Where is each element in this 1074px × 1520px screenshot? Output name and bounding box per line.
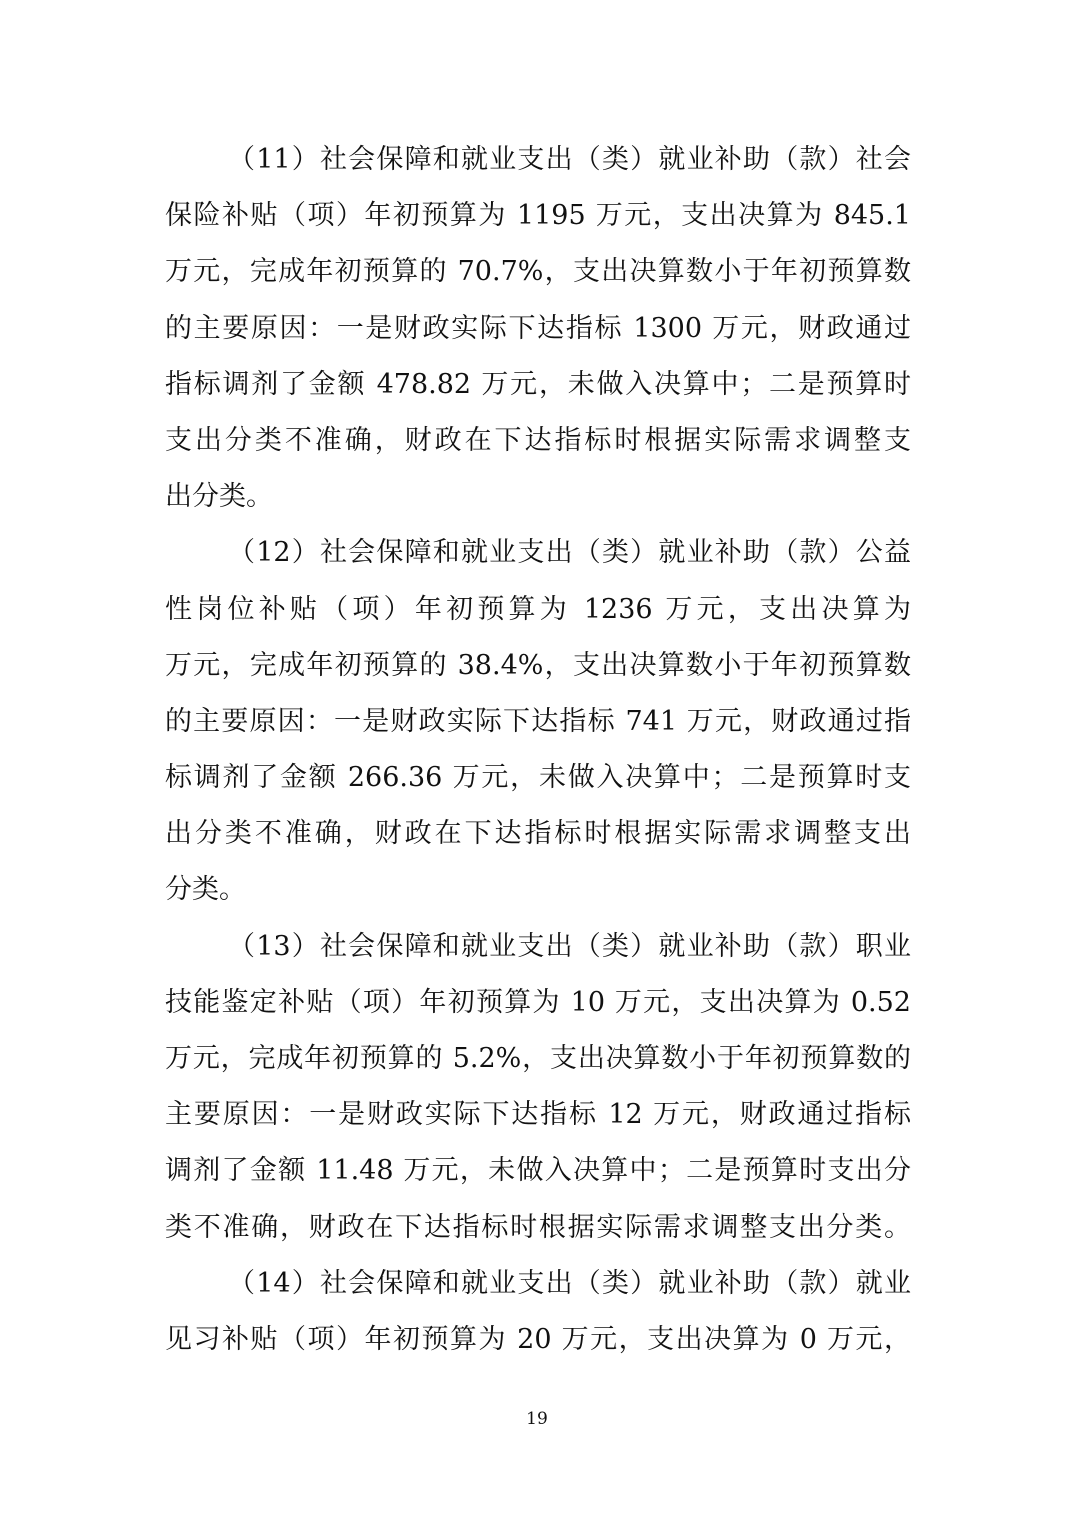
page-number: 19 xyxy=(526,1409,548,1429)
paragraph-line: 技能鉴定补贴（项）年初预算为 10 万元，支出决算为 0.52 xyxy=(165,986,911,1018)
paragraph-11 xyxy=(165,132,911,525)
paragraph-line: （12）社会保障和就业支出（类）就业补助（款）公益 xyxy=(228,537,911,569)
paragraph-line: 见习补贴（项）年初预算为 20 万元，支出决算为 0 万元， xyxy=(165,1323,911,1355)
paragraph-line: 类不准确，财政在下达指标时根据实际需求调整支出分类。 xyxy=(165,1211,911,1243)
paragraph-line: 标调剂了金额 266.36 万元，未做入决算中；二是预算时支 xyxy=(165,762,911,794)
body-text xyxy=(165,132,911,1368)
paragraph-line: 主要原因：一是财政实际下达指标 12 万元，财政通过指标 xyxy=(165,1099,911,1131)
paragraph-line: 出分类。 xyxy=(165,481,273,513)
paragraph-line: 的主要原因：一是财政实际下达指标 1300 万元，财政通过 xyxy=(165,312,911,344)
paragraph-12 xyxy=(165,525,911,918)
paragraph-13 xyxy=(165,919,911,1256)
paragraph-line: 保险补贴（项）年初预算为 1195 万元，支出决算为 845.1 xyxy=(165,200,911,232)
paragraph-line: 指标调剂了金额 478.82 万元，未做入决算中；二是预算时 xyxy=(165,368,911,400)
paragraph-line: 万元，完成年初预算的 5.2%，支出决算数小于年初预算数的 xyxy=(165,1043,911,1074)
paragraph-line: 万元，完成年初预算的 70.7%，支出决算数小于年初预算数 xyxy=(165,256,911,288)
paragraph-line: （11）社会保障和就业支出（类）就业补助（款）社会 xyxy=(228,144,911,175)
paragraph-line: 支出分类不准确，财政在下达指标时根据实际需求调整支 xyxy=(165,424,911,456)
paragraph-line: （14）社会保障和就业支出（类）就业补助（款）就业 xyxy=(228,1267,911,1299)
paragraph-14 xyxy=(165,1256,911,1368)
paragraph-line: 调剂了金额 11.48 万元，未做入决算中；二是预算时支出分 xyxy=(165,1155,911,1187)
paragraph-line: 性岗位补贴（项）年初预算为 1236 万元，支出决算为 xyxy=(165,593,911,625)
paragraph-line: 万元，完成年初预算的 38.4%，支出决算数小于年初预算数 xyxy=(165,649,911,681)
paragraph-line: （13）社会保障和就业支出（类）就业补助（款）职业 xyxy=(228,930,911,962)
paragraph-line: 分类。 xyxy=(165,874,246,906)
paragraph-line: 的主要原因：一是财政实际下达指标 741 万元，财政通过指 xyxy=(165,705,911,737)
paragraph-line: 出分类不准确，财政在下达指标时根据实际需求调整支出 xyxy=(165,818,911,850)
